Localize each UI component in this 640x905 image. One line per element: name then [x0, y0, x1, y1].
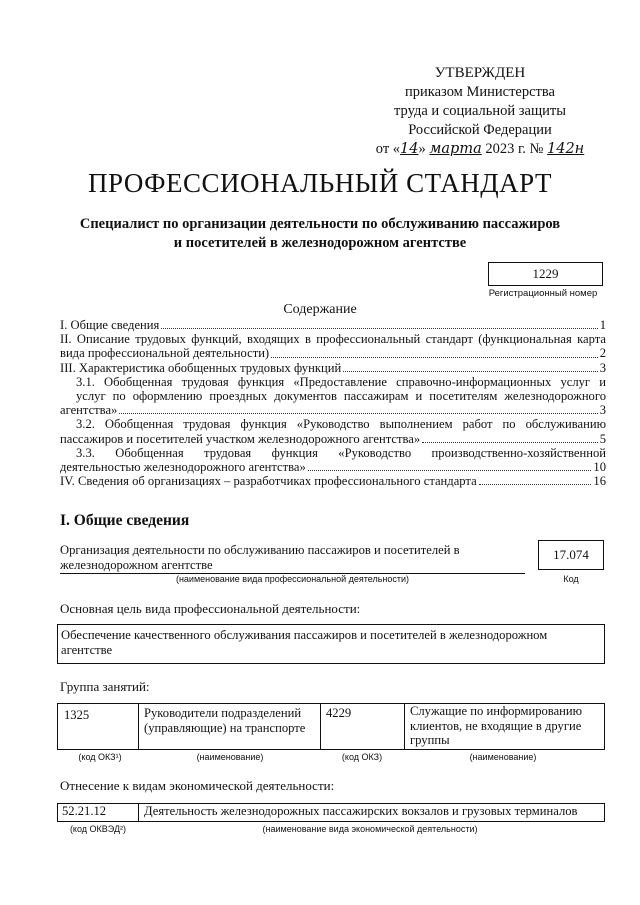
goal-text: Обеспечение качественного обслуживания пассажиров и посетителей в железнодорожном агентстве	[61, 628, 548, 657]
activity-code: 17.074	[553, 547, 589, 562]
group-name-1: Руководители подразделений (управляющие) на транспорте	[144, 706, 306, 735]
document-title: ПРОФЕССИОНАЛЬНЫЙ СТАНДАРТ	[87, 168, 553, 198]
table-of-contents	[60, 318, 606, 488]
approval-line: труда и социальной защиты	[394, 103, 566, 119]
registration-number-label: Регистрационный номер	[488, 288, 598, 299]
handwritten-number: 142н	[547, 141, 585, 157]
caption-name: (наименование)	[196, 752, 264, 762]
toc-item[interactable]: I. Общие сведения 1	[60, 318, 606, 332]
caption-okz-code: (код ОКЗ¹)	[78, 752, 122, 762]
handwritten-month: марта	[429, 141, 482, 157]
toc-item-line: услуг по оформлению проездных документов пассажирам и посетителям железнодорожного	[76, 389, 606, 404]
approval-date: от «14» марта 2023 г. № 142н	[375, 141, 585, 157]
toc-item[interactable]: III. Характеристика обобщенных трудовых функций 3	[60, 360, 606, 375]
activity-name: Организация деятельности по обслуживанию пассажиров и посетителей в железнодорожном агентстве	[60, 543, 460, 572]
activity-caption: (наименование вида профессиональной деятельности)	[175, 574, 410, 584]
okved-code: 52.21.12	[62, 804, 107, 818]
approval-line: Российской Федерации	[408, 122, 552, 138]
caption-okved-code: (код ОКВЭД²)	[69, 824, 127, 834]
caption-name: (наименование)	[469, 752, 537, 762]
toc-heading: Содержание	[283, 302, 357, 317]
section-heading: I. Общие сведения	[60, 512, 190, 529]
toc-item[interactable]: вида профессиональной деятельности) 2	[60, 346, 606, 361]
group-code-2: 4229	[326, 706, 352, 720]
goal-label: Основная цель вида профессиональной деятельности:	[60, 601, 361, 616]
approval-block	[360, 64, 600, 159]
group-name-2: Служащие по информированию клиентов, не входящие в другие группы	[410, 704, 583, 747]
toc-item-line: 3.2. Обобщенная трудовая функция «Руководство выполнением работ по обслуживанию	[76, 417, 606, 432]
okved-name: Деятельность железнодорожных пассажирских вокзалов и грузовых терминалов	[144, 804, 578, 818]
toc-item[interactable]: IV. Сведения об организациях – разработчиках профессионального стандарта 16	[60, 474, 606, 489]
toc-item[interactable]: агентства» 3	[60, 403, 606, 418]
toc-item[interactable]: пассажиров и посетителей участком железнодорожного агентства» 5	[60, 431, 606, 446]
toc-item-line: II. Описание трудовых функций, входящих в профессиональный стандарт (функциональная карта	[60, 332, 606, 347]
approval-line: приказом Министерства	[405, 84, 555, 100]
group-label: Группа занятий:	[60, 679, 150, 694]
toc-item-line: 3.3. Обобщенная трудовая функция «Руководство производственно-хозяйственной	[76, 445, 606, 460]
group-code-1: 1325	[64, 708, 90, 722]
caption-okz-code: (код ОКЗ)	[341, 752, 383, 762]
registration-number-box: 1229	[488, 262, 603, 286]
toc-item[interactable]: деятельностью железнодорожного агентства» 10	[60, 460, 606, 475]
econ-label: Отнесение к видам экономической деятельности:	[60, 778, 335, 793]
caption-okved-name: (наименование вида экономической деятельности)	[262, 824, 478, 834]
document-subtitle: Специалист по организации деятельности по обслуживанию пассажиров и посетителей в железнодорожном агентстве	[79, 216, 561, 251]
handwritten-day: 14	[400, 141, 419, 157]
code-caption: Код	[563, 574, 579, 584]
approval-title: УТВЕРЖДЕН	[434, 65, 526, 81]
toc-item-line: 3.1. Обобщенная трудовая функция «Предоставление справочно-информационных услуг и	[76, 374, 606, 389]
